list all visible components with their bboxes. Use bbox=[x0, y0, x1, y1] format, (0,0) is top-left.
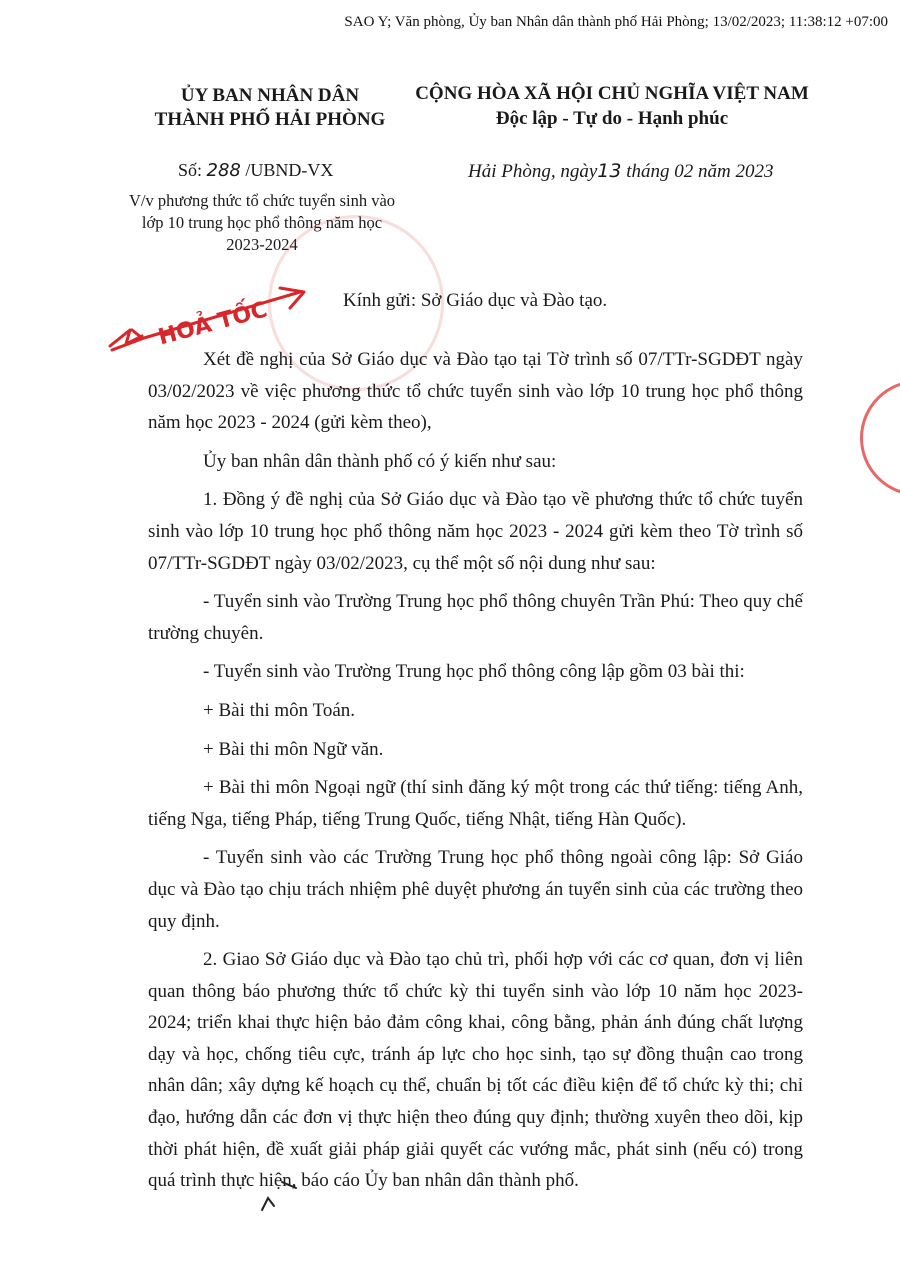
digital-copy-stamp: SAO Y; Văn phòng, Ủy ban Nhân dân thành phố Hải Phòng; 13/02/2023; 11:38:12 +07:00 bbox=[344, 14, 888, 30]
doc-number-suffix: /UBND-VX bbox=[240, 160, 334, 180]
paragraph: - Tuyển sinh vào Trường Trung học phổ thông chuyên Trần Phú: Theo quy chế trường chuyên. bbox=[148, 591, 803, 644]
initials-mark-icon bbox=[252, 1176, 312, 1216]
paragraph: - Tuyển sinh vào Trường Trung học phổ thông công lập gồm 03 bài thi: bbox=[203, 661, 745, 683]
national-motto: Độc lập - Tự do - Hạnh phúc bbox=[495, 108, 729, 129]
document-subject: V/v phương thức tổ chức tuyển sinh vào lớp 10 trung học phổ thông năm học 2023-2024 bbox=[128, 191, 396, 254]
issuer-block bbox=[130, 84, 410, 132]
paragraph: + Bài thi môn Ngoại ngữ (thí sinh đăng ký một trong các thứ tiếng: tiếng Anh, tiếng Nga, tiếng Pháp, tiếng Trung Quốc, tiếng Nhật, tiếng Hàn Quốc). bbox=[148, 777, 803, 830]
urgent-stamp-text: HOẢ TỐC bbox=[155, 297, 270, 351]
paragraph: Ủy ban nhân dân thành phố có ý kiến như sau: bbox=[203, 450, 557, 472]
document-body bbox=[148, 344, 803, 1204]
national-title: CỘNG HÒA XÃ HỘI CHỦ NGHĨA VIỆT NAM bbox=[415, 83, 809, 104]
document-number bbox=[178, 160, 333, 181]
issuer-line-2: THÀNH PHỐ HẢI PHÒNG bbox=[154, 109, 386, 130]
paragraph: Xét đề nghị của Sở Giáo dục và Đào tạo tại Tờ trình số 07/TTr-SGDĐT ngày 03/02/2023 về việc phương thức tổ chức tuyển sinh vào lớp 10 trung học phổ thông năm học 2023 - 2024 (gửi kèm theo), bbox=[148, 349, 803, 434]
doc-number-value: 288 bbox=[206, 160, 241, 181]
paragraph: 2. Giao Sở Giáo dục và Đào tạo chủ trì, phối hợp với các cơ quan, đơn vị liên quan thông báo phương thức tổ chức kỳ thi tuyển sinh vào lớp 10 năm học 2023-2024; triển khai thực hiện bảo đảm công khai, công bằng, phản ánh đúng chất lượng dạy và học, chống tiêu cực, tránh áp lực cho học sinh, tạo sự đồng thuận cao trong nhân dân; xây dựng kế hoạch cụ thể, chuẩn bị tốt các điều kiện để tổ chức kỳ thi; chỉ đạo, hướng dẫn các đơn vị thực hiện theo đúng quy định; thường xuyên theo dõi, kịp thời phát hiện, đề xuất giải pháp giải quyết các vướng mắc, phát sinh (nếu có) trong quá trình thực hiện, báo cáo Ủy ban nhân dân thành phố. bbox=[148, 949, 803, 1192]
red-seal-edge bbox=[860, 380, 900, 496]
place-date-prefix: Hải Phòng, ngày bbox=[468, 161, 598, 182]
place-date-day: 13 bbox=[597, 160, 622, 182]
recipient-line: Kính gửi: Sở Giáo dục và Đào tạo. bbox=[343, 290, 608, 311]
place-date-suffix: tháng 02 năm 2023 bbox=[621, 161, 774, 182]
paragraph: 1. Đồng ý đề nghị của Sở Giáo dục và Đào tạo về phương thức tổ chức tuyển sinh vào lớp 10 trung học phổ thông năm học 2023 - 2024 gửi kèm theo Tờ trình số 07/TTr-SGDĐT ngày 03/02/2023, cụ thể một số nội dung như sau: bbox=[148, 489, 803, 574]
issuer-line-1: ỦY BAN NHÂN DÂN bbox=[180, 85, 360, 106]
paragraph: + Bài thi môn Ngữ văn. bbox=[203, 738, 384, 760]
national-header bbox=[412, 81, 812, 131]
paragraph: + Bài thi môn Toán. bbox=[203, 699, 356, 721]
paragraph: - Tuyển sinh vào các Trường Trung học phổ thông ngoài công lập: Sở Giáo dục và Đào tạo chịu trách nhiệm phê duyệt phương án tuyển sinh của các trường theo quy định. bbox=[148, 847, 803, 932]
place-date bbox=[468, 160, 773, 183]
doc-number-label: Số: bbox=[178, 160, 207, 180]
